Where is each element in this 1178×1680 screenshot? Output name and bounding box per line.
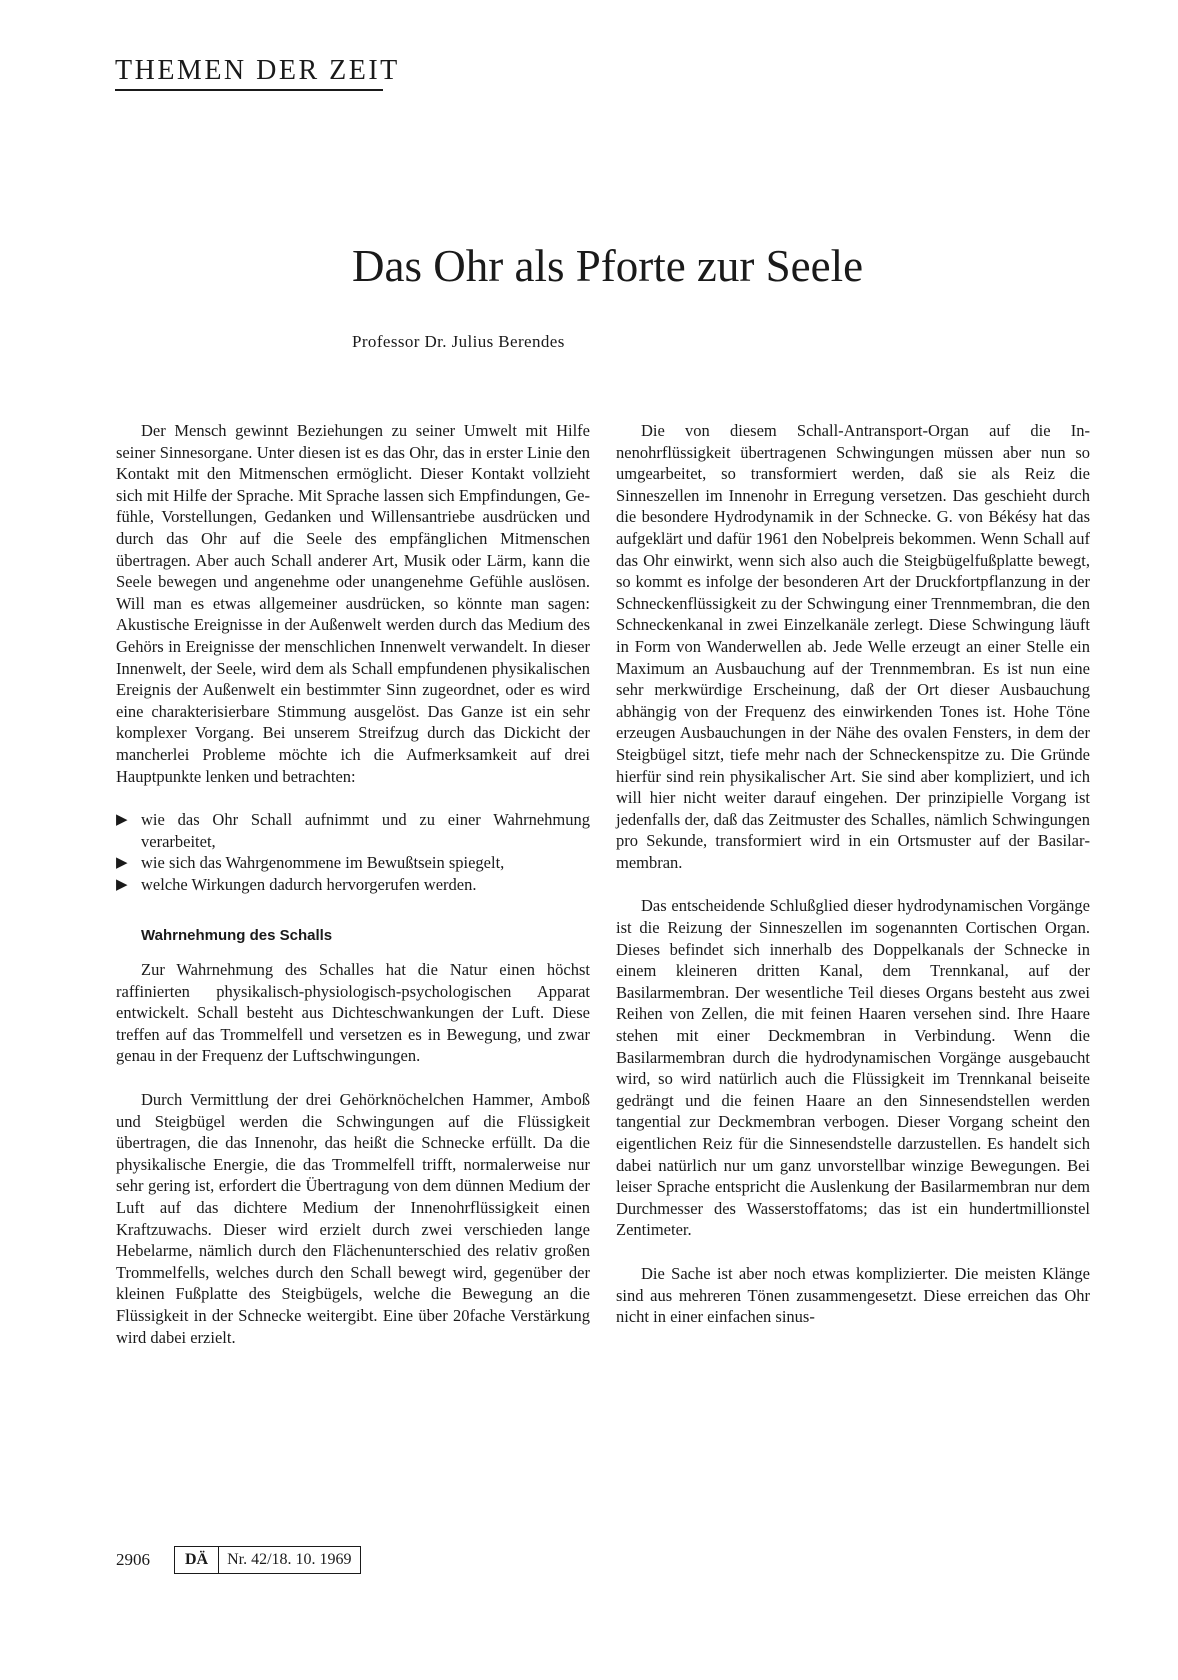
bullet-text: wie sich das Wahrgenommene im Bewußtsein spiegelt, [141, 853, 505, 873]
intro-paragraph: Der Mensch gewinnt Beziehungen zu seiner Umwelt mit Hilfe seiner Sinnesorgane. Unter diesen ist es das Ohr, das in erster Linie den Kontakt mit den Mitmenschen ermöglicht. Dieser Kontakt vollzieht sich mit Hilfe der Sprache. Mit Sprache lassen sich Empfindungen, Gefühle, Vorstellungen, Gedanken und Willensantriebe ausdrücken und durch das Ohr auf die Seele des empfänglichen Mitmenschen übertragen. Aber auch Schall anderer Art, Musik oder Lärm, kann die Seele bewegen und angenehme oder unangenehme Gefühle auslösen. Will man es etwas allgemeiner ausdrücken, so könnte man sagen: Akustische Ereignisse in der Außenwelt werden durch das Medium des Gehörs in Ereignisse der menschlichen Innenwelt verwandelt. In dieser Innenwelt, der Seele, wird dem als Schall empfundenen physikalischen Ereignis der Außenwelt ein bestimmter Sinn zugeordnet, oder es wird eine charakterisierbare Stimmung ausgelöst. Das Ganze ist ein sehr komplexer Vorgang. Bei unserem Streifzug durch das Dickicht der mancherlei Probleme möchte ich die Aufmerksamkeit auf drei Hauptpunkte lenken und betrachten: [116, 421, 590, 786]
triangle-bullet-icon: ▶ [116, 876, 128, 893]
article-author: Professor Dr. Julius Berendes [352, 332, 565, 351]
body-paragraph: Zur Wahrnehmung des Schalles hat die Natur einen höchst raffinierten physikalisch-physiologisch-psychologischen Apparat entwickelt. Schall besteht aus Dichteschwankungen der Luft. Diese treffen auf das Trommelfell und versetzen es in Bewegung, und zwar genau in der Frequenz der Luftschwingungen. [116, 960, 590, 1066]
section-label: THEMEN DER ZEIT [115, 55, 400, 86]
bullet-text: welche Wirkungen dadurch hervorgerufen werden. [141, 874, 477, 894]
page-number: 2906 [116, 1550, 150, 1569]
bullet-list [116, 809, 590, 895]
body-paragraph: Durch Vermittlung der drei Gehörknöchelchen Hammer, Amboß und Steigbügel werden die Schwingungen auf die Flüssigkeit übertragen, die das Innenohr, das heißt die Schnecke erfüllt. Da die physikalische Energie, die das Trommelfell trifft, normalerweise nur sehr gering ist, erfordert die Übertragung von dem dünnen Medium der Luft auf das dichtere Medium der Innenohrflüssigkeit einen Kraftzuwachs. Dieser wird erzielt durch zwei verschieden lange Hebelarme, nämlich durch den Flächenunterschied des relativ großen Trommelfells, welches durch den Schall bewegt wird, gegenüber der kleinen Fußplatte des Steigbügels, welche die Bewegung an die Flüssigkeit in der Schnecke weitergibt. Eine über 20fache Verstärkung wird dabei erzielt. [116, 1090, 590, 1347]
body-paragraph: Das entscheidende Schlußglied dieser hydrodynamischen Vorgänge ist die Reizung der Sinneszellen im sogenannten Cortischen Organ. Dieses befindet sich innerhalb des Doppelkanals der Schnecke in einem kleineren dritten Kanal, dem Trennkanal, auf der Basilarmembran. Der wesentliche Teil dieses Organs besteht aus zwei Reihen von Zellen, die mit feinen Haaren versehen sind. Ihre Haare stehen mit einer Deckmembran in Verbindung. Wenn die Basilarmembran durch die hydrodynamischen Vorgänge ausgebaucht wird, so wird natürlich auch die Flüssigkeit im Trennkanal beiseite gedrängt und die feinen Haare an den Sinnesendstellen werden tangential zur Deckmembran verbogen. Dieser Vorgang scheint den eigentlichen Reiz für die Sinnesendstelle darzustellen. Es handelt sich dabei natürlich nur um ganz unvorstellbar winzige Bewegungen. Bei leiser Sprache entspricht die Auslenkung der Basilarmembran nur dem Durchmesser des Wasserstoffatoms; das ist ein hundertmillionstel Zentimeter. [616, 896, 1090, 1240]
bullet-item [116, 809, 590, 852]
page-footer [116, 1545, 361, 1575]
bullet-item [116, 874, 590, 896]
body-paragraph: Die von diesem Schall-Antransport-Organ auf die Innenohrflüssigkeit übertragenen Schwingungen müssen aber nun so umgearbeitet, so transformiert werden, daß sie als Reiz die Sinneszellen im Innenohr in Erregung versetzen. Das geschieht durch die besondere Hydrodynamik in der Schnecke. G. von Békésy hat das aufgeklärt und dafür 1961 den Nobelpreis bekommen. Wenn Schall auf das Ohr einwirkt, wenn sich also auch die Steigbügelfußplatte bewegt, so kommt es infolge der besonderen Art der Druckfortpflanzung in der Schneckenflüssigkeit zu der Schwingung einer Trennmembran, die den Schneckenkanal in zwei Einzelkanäle zerlegt. Diese Schwingung läuft in Form von Wanderwellen ab. Jede Welle erzeugt an einer Stelle ein Maximum an Ausbauchung auf der Trennmembran. Es ist nun eine sehr merkwürdige Erscheinung, daß der Ort dieser Ausbauchung abhängig von der Frequenz des einwirkenden Tones ist. Hohe Töne erzeugen Ausbauchungen in der Nähe des ovalen Fensters, in dem der Steigbügel sitzt, tiefe mehr nach der Schneckenspitze zu. Die Gründe hierfür sind rein physikalischer Art. Sie sind aber kompliziert, und ich will hier nicht weiter darauf eingehen. Der prinzipielle Vorgang ist jedenfalls der, daß das Zeitmuster des Schalles, nämlich Schwingungen pro Sekunde, transformiert wird in ein Ortsmuster auf der Basilarmembran. [616, 421, 1090, 872]
journal-logo: DÄ [175, 1547, 219, 1573]
issue-info: Nr. 42/18. 10. 1969 [227, 1551, 352, 1568]
left-column [116, 420, 590, 1348]
journal-box [174, 1546, 361, 1574]
triangle-bullet-icon: ▶ [116, 855, 128, 872]
triangle-bullet-icon: ▶ [116, 812, 128, 829]
body-paragraph: Die Sache ist aber noch etwas komplizierter. Die meisten Klänge sind aus mehreren Tönen zusammengesetzt. Diese erreichen das Ohr nicht in einer einfachen sinus- [616, 1263, 1090, 1327]
bullet-text: wie das Ohr Schall aufnimmt und zu einer Wahrnehmung verarbeitet, [141, 810, 590, 851]
article-title: Das Ohr als Pforte zur Seele [352, 241, 864, 291]
section-rule [115, 89, 383, 91]
bullet-item [116, 852, 590, 874]
sub-heading: Wahrnehmung des Schalls [141, 927, 333, 945]
right-column [616, 420, 1090, 1328]
